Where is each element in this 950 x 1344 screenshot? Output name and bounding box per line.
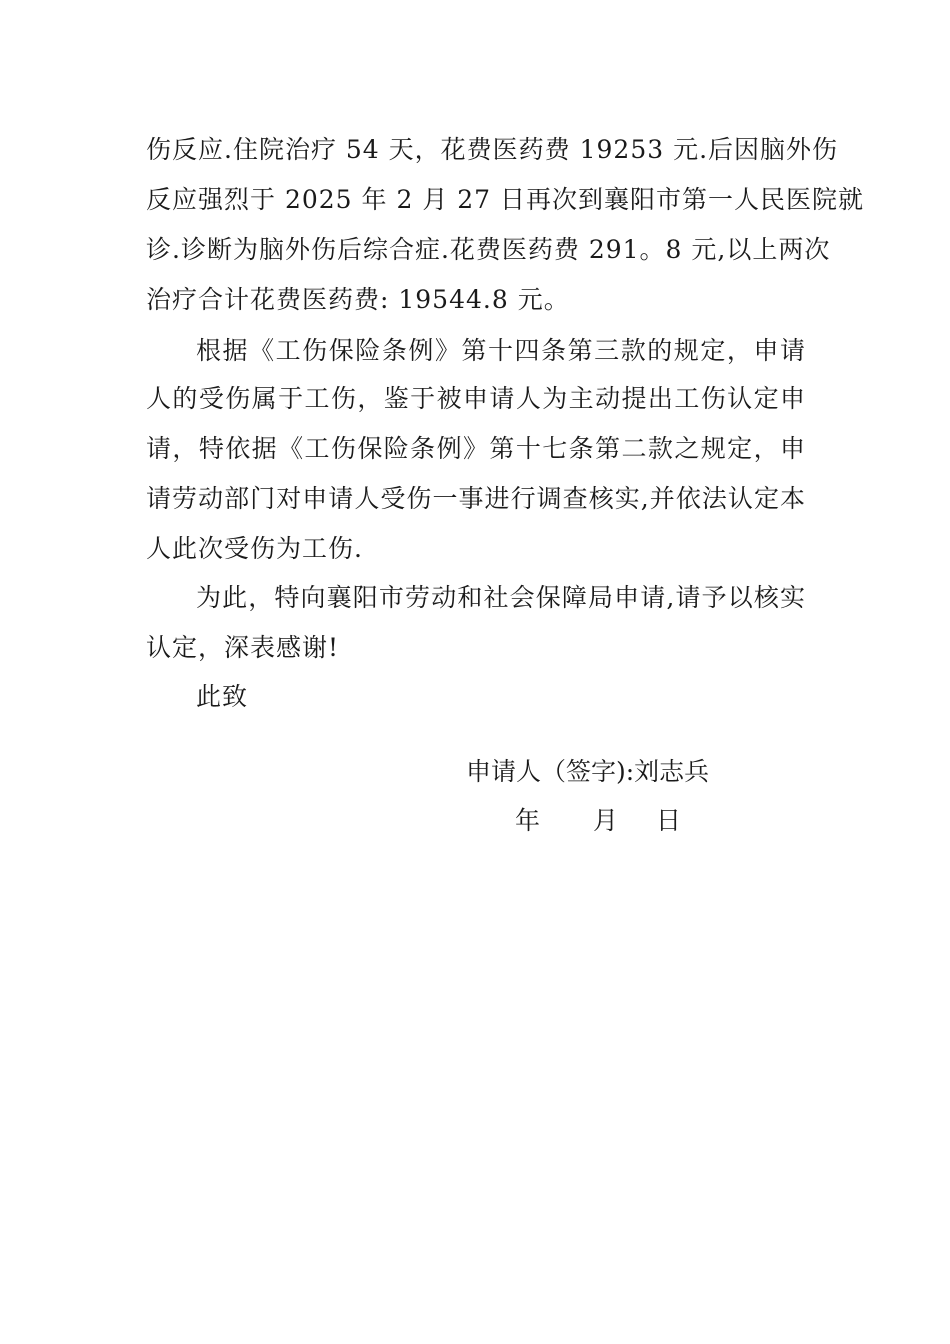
paragraph-line-5: 根据《工伤保险条例》第十四条第三款的规定，申请 [196,336,806,365]
paragraph-line-3: 诊.诊断为脑外伤后综合症.花费医药费 291。8 元,以上两次 [146,235,831,264]
date-month-label: 月 [593,806,619,835]
paragraph-line-2: 反应强烈于 2025 年 2 月 27 日再次到襄阳市第一人民医院就 [146,185,865,214]
date-day-label: 日 [656,806,682,835]
paragraph-line-1: 伤反应.住院治疗 54 天，花费医药费 19253 元.后因脑外伤 [146,135,839,164]
paragraph-line-7: 请，特依据《工伤保险条例》第十七条第二款之规定，申 [146,434,806,463]
paragraph-line-6: 人的受伤属于工伤，鉴于被申请人为主动提出工伤认定申 [146,384,806,413]
closing-salutation: 此致 [196,682,249,711]
date-year-label: 年 [515,806,541,835]
paragraph-line-8: 请劳动部门对申请人受伤一事进行调查核实,并依法认定本 [146,484,806,513]
paragraph-line-11: 认定，深表感谢! [146,633,340,662]
paragraph-line-10: 为此，特向襄阳市劳动和社会保障局申请,请予以核实 [196,583,806,612]
paragraph-line-4: 治疗合计花费医药费: 19544.8 元。 [146,285,570,314]
paragraph-line-9: 人此次受伤为工伤. [146,534,363,563]
signature-line: 申请人（签字):刘志兵 [466,757,710,786]
